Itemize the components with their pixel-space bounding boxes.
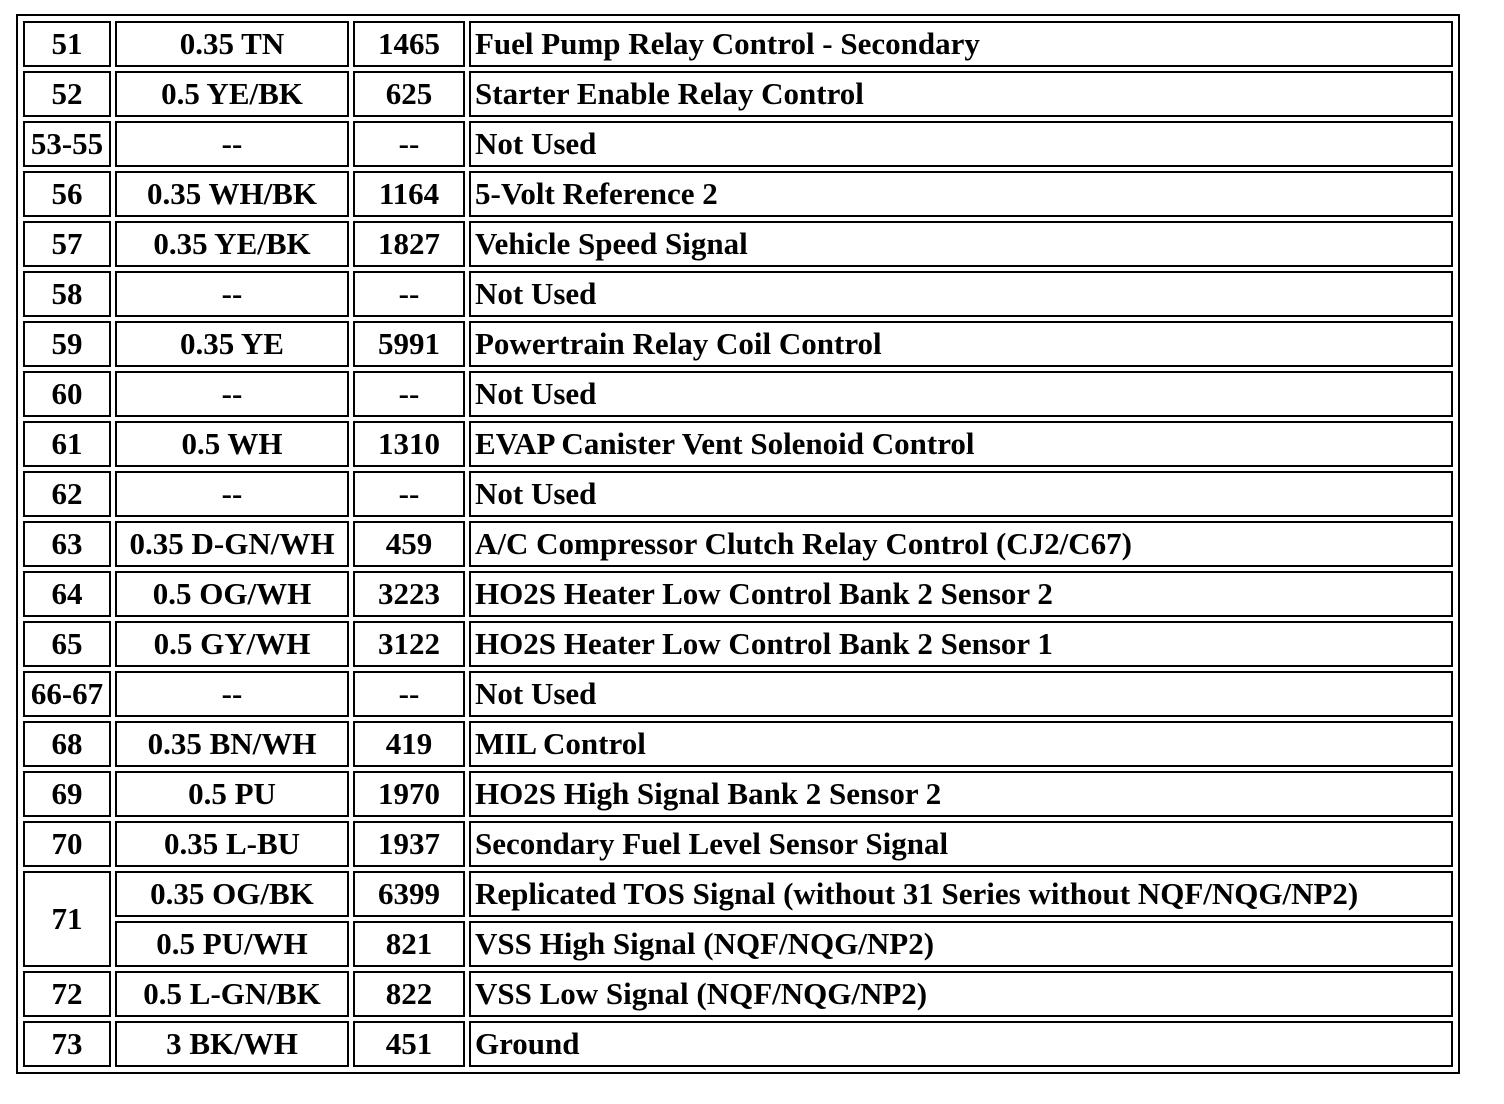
table-row bbox=[23, 71, 1453, 117]
circuit-number-cell: 3223 bbox=[353, 571, 465, 617]
wire-color-cell: -- bbox=[115, 271, 349, 317]
pin-cell: 57 bbox=[23, 221, 111, 267]
wire-color-cell: 0.35 TN bbox=[115, 21, 349, 67]
pin-cell: 65 bbox=[23, 621, 111, 667]
pin-cell: 66-67 bbox=[23, 671, 111, 717]
table-row bbox=[23, 371, 1453, 417]
wire-color-cell: 0.5 YE/BK bbox=[115, 71, 349, 117]
circuit-number-cell: 419 bbox=[353, 721, 465, 767]
wire-color-cell: 0.5 L-GN/BK bbox=[115, 971, 349, 1017]
table-row bbox=[23, 971, 1453, 1017]
wire-color-cell: 0.5 PU bbox=[115, 771, 349, 817]
wire-color-cell: 0.35 L-BU bbox=[115, 821, 349, 867]
wire-color-cell: 0.5 PU/WH bbox=[115, 921, 349, 967]
table-row bbox=[23, 671, 1453, 717]
table-row bbox=[23, 321, 1453, 367]
pin-cell: 69 bbox=[23, 771, 111, 817]
function-cell: MIL Control bbox=[469, 721, 1453, 767]
function-cell: Not Used bbox=[469, 471, 1453, 517]
table-row bbox=[23, 921, 1453, 967]
circuit-number-cell: 6399 bbox=[353, 871, 465, 917]
function-cell: Not Used bbox=[469, 371, 1453, 417]
function-cell: VSS Low Signal (NQF/NQG/NP2) bbox=[469, 971, 1453, 1017]
circuit-number-cell: 1937 bbox=[353, 821, 465, 867]
table-row bbox=[23, 171, 1453, 217]
table-row bbox=[23, 271, 1453, 317]
function-cell: Powertrain Relay Coil Control bbox=[469, 321, 1453, 367]
table-row bbox=[23, 1021, 1453, 1067]
pin-cell: 56 bbox=[23, 171, 111, 217]
connector-pinout-table-frame bbox=[16, 14, 1460, 1074]
circuit-number-cell: 1827 bbox=[353, 221, 465, 267]
pin-cell: 72 bbox=[23, 971, 111, 1017]
table-row bbox=[23, 571, 1453, 617]
pin-cell: 61 bbox=[23, 421, 111, 467]
circuit-number-cell: 451 bbox=[353, 1021, 465, 1067]
table-row bbox=[23, 471, 1453, 517]
circuit-number-cell: 822 bbox=[353, 971, 465, 1017]
pin-cell: 60 bbox=[23, 371, 111, 417]
circuit-number-cell: 459 bbox=[353, 521, 465, 567]
function-cell: Not Used bbox=[469, 121, 1453, 167]
function-cell: 5-Volt Reference 2 bbox=[469, 171, 1453, 217]
circuit-number-cell: -- bbox=[353, 271, 465, 317]
wire-color-cell: 0.5 GY/WH bbox=[115, 621, 349, 667]
wire-color-cell: 0.35 WH/BK bbox=[115, 171, 349, 217]
function-cell: Secondary Fuel Level Sensor Signal bbox=[469, 821, 1453, 867]
wire-color-cell: 0.35 YE/BK bbox=[115, 221, 349, 267]
circuit-number-cell: 1164 bbox=[353, 171, 465, 217]
pin-cell: 70 bbox=[23, 821, 111, 867]
pin-cell: 62 bbox=[23, 471, 111, 517]
function-cell: Starter Enable Relay Control bbox=[469, 71, 1453, 117]
wire-color-cell: 0.35 YE bbox=[115, 321, 349, 367]
circuit-number-cell: 821 bbox=[353, 921, 465, 967]
function-cell: EVAP Canister Vent Solenoid Control bbox=[469, 421, 1453, 467]
function-cell: A/C Compressor Clutch Relay Control (CJ2/C67) bbox=[469, 521, 1453, 567]
circuit-number-cell: 1970 bbox=[353, 771, 465, 817]
table-row bbox=[23, 521, 1453, 567]
wire-color-cell: -- bbox=[115, 371, 349, 417]
pin-cell: 52 bbox=[23, 71, 111, 117]
circuit-number-cell: 1465 bbox=[353, 21, 465, 67]
pin-cell: 58 bbox=[23, 271, 111, 317]
function-cell: Replicated TOS Signal (without 31 Series without NQF/NQG/NP2) bbox=[469, 871, 1453, 917]
wire-color-cell: -- bbox=[115, 471, 349, 517]
table-row bbox=[23, 21, 1453, 67]
circuit-number-cell: 1310 bbox=[353, 421, 465, 467]
circuit-number-cell: -- bbox=[353, 371, 465, 417]
wire-color-cell: 0.35 D-GN/WH bbox=[115, 521, 349, 567]
wire-color-cell: -- bbox=[115, 671, 349, 717]
circuit-number-cell: 3122 bbox=[353, 621, 465, 667]
wire-color-cell: 0.35 BN/WH bbox=[115, 721, 349, 767]
table-row bbox=[23, 221, 1453, 267]
pin-cell: 64 bbox=[23, 571, 111, 617]
pin-cell: 51 bbox=[23, 21, 111, 67]
function-cell: Vehicle Speed Signal bbox=[469, 221, 1453, 267]
wire-color-cell: 0.5 WH bbox=[115, 421, 349, 467]
pin-cell: 59 bbox=[23, 321, 111, 367]
table-row bbox=[23, 721, 1453, 767]
circuit-number-cell: 625 bbox=[353, 71, 465, 117]
function-cell: HO2S High Signal Bank 2 Sensor 2 bbox=[469, 771, 1453, 817]
pin-cell: 71 bbox=[23, 871, 111, 967]
table-row bbox=[23, 821, 1453, 867]
circuit-number-cell: 5991 bbox=[353, 321, 465, 367]
wire-color-cell: 0.5 OG/WH bbox=[115, 571, 349, 617]
table-row bbox=[23, 421, 1453, 467]
table-row bbox=[23, 121, 1453, 167]
function-cell: Not Used bbox=[469, 271, 1453, 317]
function-cell: HO2S Heater Low Control Bank 2 Sensor 1 bbox=[469, 621, 1453, 667]
circuit-number-cell: -- bbox=[353, 121, 465, 167]
pin-cell: 68 bbox=[23, 721, 111, 767]
circuit-number-cell: -- bbox=[353, 671, 465, 717]
function-cell: HO2S Heater Low Control Bank 2 Sensor 2 bbox=[469, 571, 1453, 617]
wire-color-cell: -- bbox=[115, 121, 349, 167]
table-row bbox=[23, 771, 1453, 817]
function-cell: Not Used bbox=[469, 671, 1453, 717]
connector-pinout-table bbox=[19, 17, 1457, 1071]
pin-cell: 53-55 bbox=[23, 121, 111, 167]
function-cell: Fuel Pump Relay Control - Secondary bbox=[469, 21, 1453, 67]
pin-cell: 63 bbox=[23, 521, 111, 567]
wire-color-cell: 0.35 OG/BK bbox=[115, 871, 349, 917]
table-row bbox=[23, 871, 1453, 917]
circuit-number-cell: -- bbox=[353, 471, 465, 517]
wire-color-cell: 3 BK/WH bbox=[115, 1021, 349, 1067]
table-row bbox=[23, 621, 1453, 667]
function-cell: Ground bbox=[469, 1021, 1453, 1067]
function-cell: VSS High Signal (NQF/NQG/NP2) bbox=[469, 921, 1453, 967]
pin-cell: 73 bbox=[23, 1021, 111, 1067]
